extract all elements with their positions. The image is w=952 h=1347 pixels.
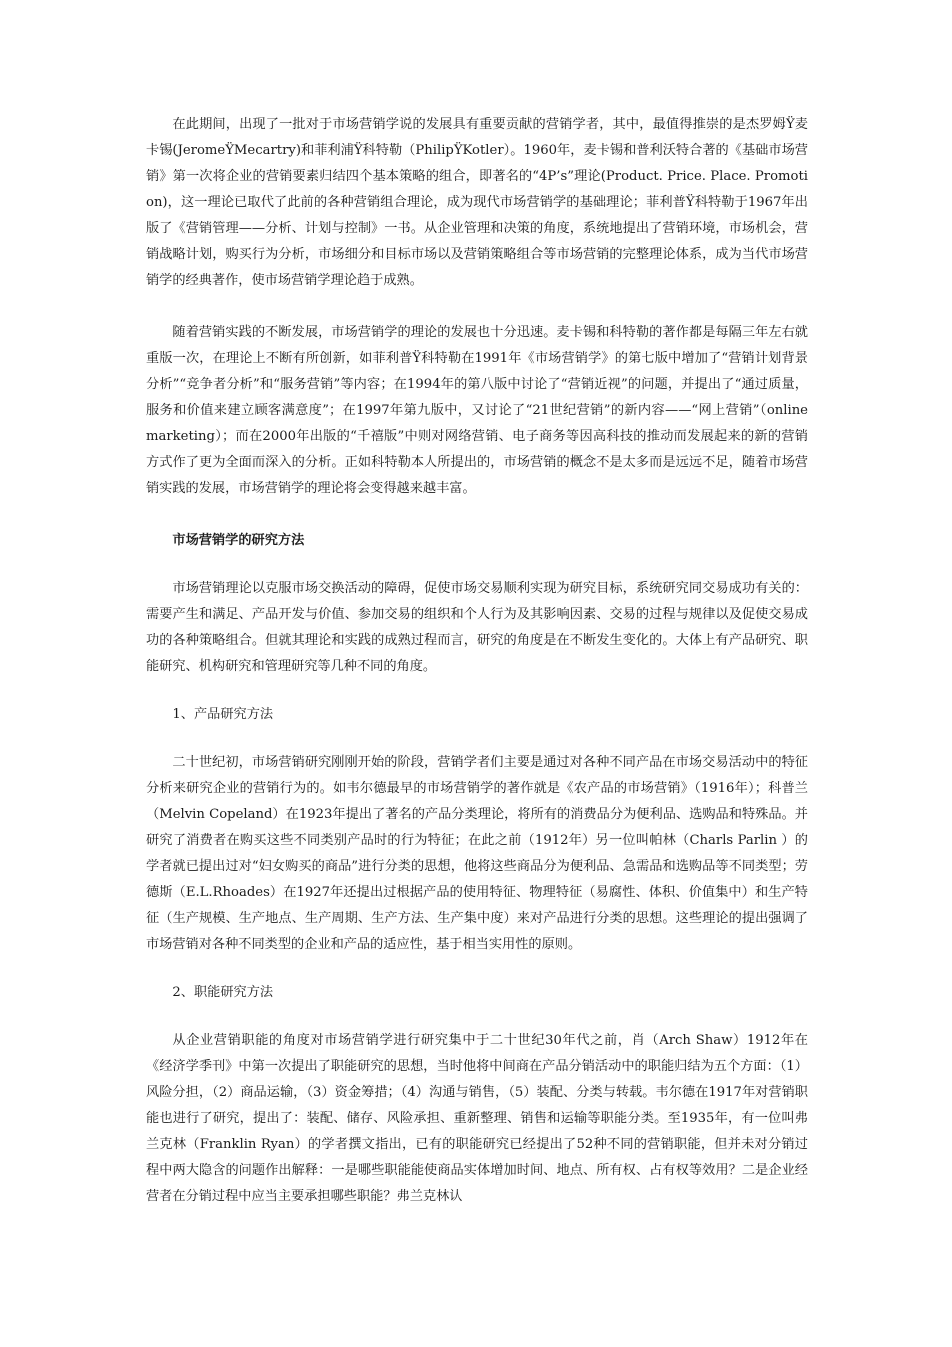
paragraph-theory-development: 随着营销实践的不断发展，市场营销学的理论的发展也十分迅速。麦卡锡和科特勒的著作都是每隔三年左右就重版一次，在理论上不断有所创新，如菲利普Ÿ科特勒在1991年《市场营销学》的第七版中增加了“营销计划背景分析”“竞争者分析”和“服务营销”等内容；在1994年的第八版中讨论了“营销近视”的问题，并提出了“通过质量，服务和价值来建立顾客满意度”；在1997年第九版中，又讨论了“21世纪营销”的新内容——“网上营销”（online marketing）；而在2000年出版的“千禧版”中则对网络营销、电子商务等因高科技的推动而发展起来的新的营销方式作了更为全面而深入的分析。正如科特勒本人所提出的，市场营销的概念不是太多而是远远不足，随着市场营销实践的发展，市场营销学的理论将会变得越来越丰富。 xyxy=(146,325,808,496)
subheading-product-method: 1、产品研究方法 xyxy=(172,707,274,722)
paragraph-research-methods: 市场营销理论以克服市场交换活动的障碍，促使市场交易顺利实现为研究目标，系统研究同交易成功有关的：需要产生和满足、产品开发与价值、参加交易的组织和个人行为及其影响因素、交易的过程与规律以及促使交易成功的各种策略组合。但就其理论和实践的成熟过程而言，研究的角度是在不断发生变化的。大体上有产品研究、职能研究、机构研究和管理研究等几种不同的角度。 xyxy=(146,581,808,674)
section-heading: 市场营销学的研究方法 xyxy=(172,533,305,548)
subheading-function-method: 2、职能研究方法 xyxy=(172,985,274,1000)
paragraph-product-method: 二十世纪初，市场营销研究刚刚开始的阶段，营销学者们主要是通过对各种不同产品在市场交易活动中的特征分析来研究企业的营销行为的。如韦尔德最早的市场营销学的著作就是《农产品的市场营销》（1916年）；科普兰（Melvin Copeland）在1923年提出了著名的产品分类理论，将所有的消费品分为便利品、选购品和特殊品。并研究了消费者在购买这些不同类别产品时的行为特征；在此之前（1912年）另一位叫帕林（Charls Parlin ）的学者就已提出过对“妇女购买的商品”进行分类的思想，他将这些商品分为便利品、急需品和选购品等不同类型；劳德斯（E.L.Rhoades）在1927年还提出过根据产品的使用特征、物理特征（易腐性、体积、价值集中）和生产特征（生产规模、生产地点、生产周期、生产方法、生产集中度）来对产品进行分类的思想。这些理论的提出强调了市场营销对各种不同类型的企业和产品的适应性，基于相当实用性的原则。 xyxy=(146,755,808,952)
paragraph-function-method: 从企业营销职能的角度对市场营销学进行研究集中于二十世纪30年代之前，肖（Arch Shaw）1912年在《经济学季刊》中第一次提出了职能研究的思想，当时他将中间商在产品分销活动中的职能归结为五个方面：（1）风险分担，（2）商品运输，（3）资金筹措；（4）沟通与销售，（5）装配、分类与转载。韦尔德在1917年对营销职能也进行了研究，提出了：装配、储存、风险承担、重新整理、销售和运输等职能分类。至1935年，有一位叫弗兰克林（Franklin Ryan）的学者撰文指出，已有的职能研究已经提出了52种不同的营销职能，但并未对分销过程中两大隐含的问题作出解释：一是哪些职能能使商品实体增加时间、地点、所有权、占有权等效用？二是企业经营者在分销过程中应当主要承担哪些职能？弗兰克林认 xyxy=(146,1033,808,1204)
paragraph-intro-scholars: 在此期间，出现了一批对于市场营销学说的发展具有重要贡献的营销学者，其中，最值得推崇的是杰罗姆Ÿ麦卡锡(JeromeŸMecartry)和菲利浦Ÿ科特勒（PhilipŸKotler）。1960年，麦卡锡和普利沃特合著的《基础市场营销》第一次将企业的营销要素归结四个基本策略的组合，即著名的“4P’s”理论(Product. Price. Place. Promotion)，这一理论已取代了此前的各种营销组合理论，成为现代市场营销学的基础理论；菲利普Ÿ科特勒于1967年出版了《营销管理——分析、计划与控制》一书。从企业管理和决策的角度，系统地提出了营销环境，市场机会，营销战略计划，购买行为分析，市场细分和目标市场以及营销策略组合等市场营销的完整理论体系，成为当代市场营销学的经典著作，使市场营销学理论趋于成熟。 xyxy=(146,117,808,288)
document-page xyxy=(146,112,808,1210)
